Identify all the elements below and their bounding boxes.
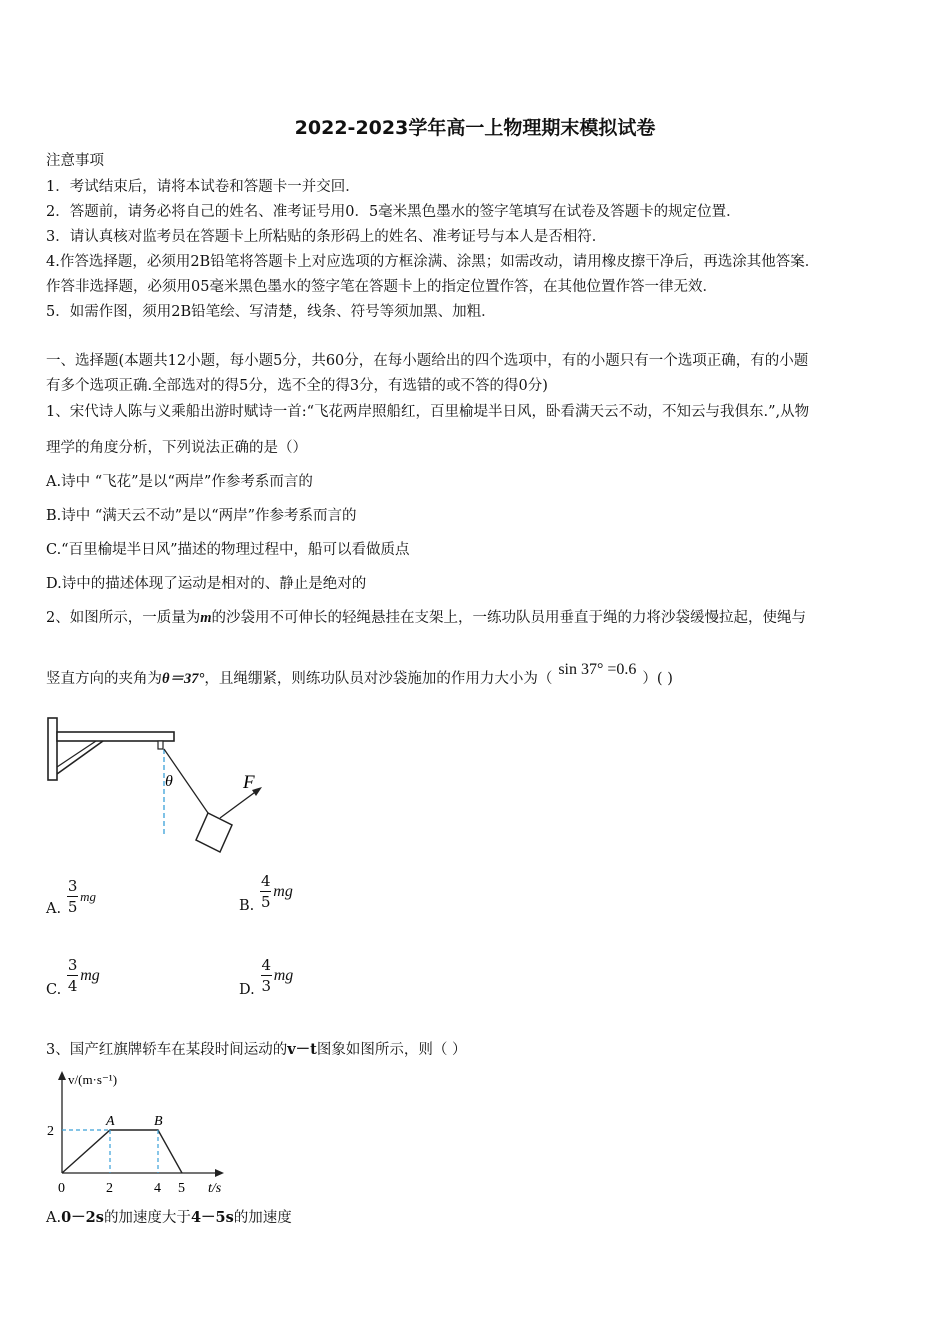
- vt-series-line: [62, 1130, 182, 1173]
- x-tick-label: 2: [106, 1181, 113, 1196]
- force-label: F: [243, 772, 255, 793]
- theta-label: θ: [165, 773, 173, 790]
- q1-option-c: C.“百里榆堤半日风”描述的物理过程中，船可以看做质点: [46, 542, 410, 558]
- q3-stem: 3、国产红旗牌轿车在某段时间运动的v－t图象如图所示，则（ ）: [46, 1041, 467, 1058]
- y-tick-label: 2: [47, 1124, 54, 1139]
- section-heading-line2: 有多个选项正确.全部选对的得5分，选不全的得3分，有选错的或不答的得0分): [46, 378, 548, 394]
- point-label-a: A: [106, 1114, 115, 1129]
- notice-item-4: 4.作答选择题，必须用2B铅笔将答题卡上对应选项的方框涂满、涂黑；如需改动，请用橡皮擦干净后，再选涂其他答案．: [46, 254, 820, 270]
- notice-item-5: 5．如需作图，须用2B铅笔绘、写清楚，线条、符号等须加黑、加粗．: [46, 304, 496, 320]
- notice-item-3: 3．请认真核对监考员在答题卡上所粘贴的条形码上的姓名、准考证号与本人是否相符．: [46, 229, 607, 245]
- y-axis-label: v/(m·s⁻¹): [68, 1072, 118, 1087]
- page-title: 2022-2023学年高一上物理期末模拟试卷: [294, 117, 656, 139]
- q3-option-a: A.0－2s的加速度大于4－5s的加速度: [46, 1209, 292, 1226]
- x-tick-label: 0: [58, 1181, 65, 1196]
- notice-item-4b: 作答非选择题，必须用05毫米黑色墨水的签字笔在答题卡上的指定位置作答，在其他位置作答一律无效．: [46, 279, 717, 295]
- sandbag: [196, 813, 232, 852]
- q1-option-b: B.诗中 “满天云不动”是以“两岸”作参考系而言的: [46, 508, 357, 524]
- q2-option-b: B. $\frac{4}{5}$ mg: [239, 872, 293, 914]
- notice-item-2: 2．答题前，请务必将自己的姓名、准考证号用0．5毫米黑色墨水的签字笔填写在试卷及答题卡的规定位置．: [46, 204, 741, 220]
- q2-option-c: C. $\frac{3}{4}$ mg: [46, 956, 100, 998]
- x-axis-label: t/s: [208, 1181, 222, 1196]
- vt-symbol: v－t: [287, 1041, 317, 1058]
- q1-stem-line2: 理学的角度分析，下列说法正确的是（）: [46, 440, 307, 456]
- q2-stem-line1: 2、如图所示，一质量为m的沙袋用不可伸长的轻绳悬挂在支架上，一练功队员用垂直于绳的力将沙袋缓慢拉起，使绳与: [46, 610, 807, 626]
- support-brace: [57, 741, 103, 774]
- q2-option-a: A. $\frac{3}{5}$ mg: [46, 877, 96, 917]
- hook: [158, 741, 163, 749]
- x-axis-arrow: [215, 1169, 224, 1177]
- q2-figure: [40, 712, 280, 862]
- notice-heading: 注意事项: [46, 153, 104, 169]
- vt-chart: [40, 1066, 240, 1198]
- x-tick-label: 5: [178, 1181, 185, 1196]
- q2-option-d: D. $\frac{4}{3}$ mg: [239, 956, 294, 998]
- mass-symbol: m: [200, 610, 212, 626]
- theta-equation: θ＝37°: [162, 671, 205, 687]
- sin-expression: sin 37° =0.6: [558, 661, 637, 678]
- section-heading-line1: 一、选择题(本题共12小题，每小题5分，共60分，在每小题给出的四个选项中，有的小题只有一个选项正确，有的小题: [46, 353, 809, 369]
- notice-item-1: 1．考试结束后，请将本试卷和答题卡一并交回．: [46, 179, 360, 195]
- q1-option-a: A.诗中 “飞花”是以“两岸”作参考系而言的: [46, 474, 313, 490]
- q2-stem-line2: 竖直方向的夹角为θ＝37°，且绳绷紧，则练功队员对沙袋施加的作用力大小为（sin 37° =0.6）( ): [46, 661, 673, 687]
- x-tick-label: 4: [154, 1181, 161, 1196]
- support-wall: [48, 718, 57, 780]
- q1-stem-line1: 1、宋代诗人陈与义乘船出游时赋诗一首:“飞花两岸照船红，百里榆堤半日风，卧看满天云不动，不知云与我俱东.”,从物: [46, 404, 810, 420]
- point-label-b: B: [154, 1114, 163, 1129]
- q1-option-d: D.诗中的描述体现了运动是相对的、静止是绝对的: [46, 576, 367, 592]
- y-axis-arrow: [58, 1071, 66, 1080]
- force-arrow: [220, 790, 258, 818]
- support-arm: [57, 732, 174, 741]
